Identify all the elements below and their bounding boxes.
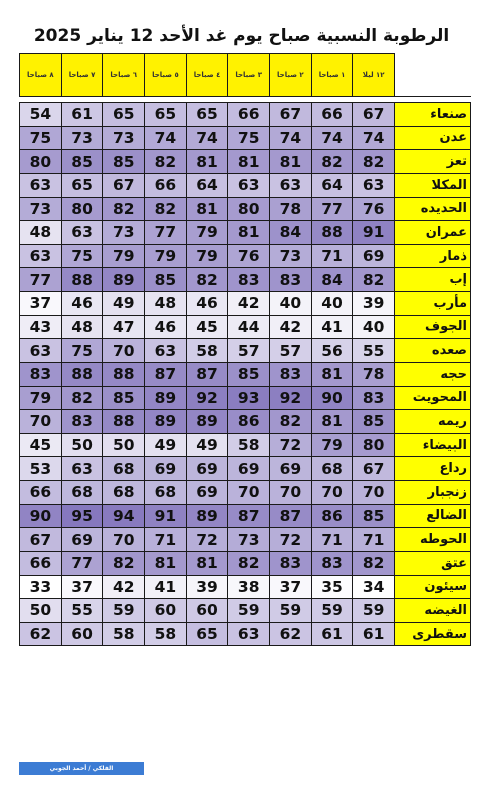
humidity-cell: 65 [61,173,103,197]
humidity-cell: 85 [353,504,395,528]
humidity-cell: 38 [228,575,270,599]
humidity-cell: 82 [145,150,187,174]
city-name: الغيضه [395,599,471,623]
table-row [20,410,471,434]
city-name: تعز [395,150,471,174]
humidity-cell: 40 [353,315,395,339]
humidity-cell: 82 [103,197,145,221]
humidity-cell: 92 [270,386,312,410]
humidity-cell: 46 [186,292,228,316]
humidity-cell: 77 [145,221,187,245]
humidity-cell: 88 [61,362,103,386]
humidity-cell: 77 [61,551,103,575]
humidity-cell: 80 [20,150,62,174]
humidity-cell: 70 [228,481,270,505]
humidity-cell: 85 [61,150,103,174]
humidity-cell: 54 [20,103,62,127]
humidity-table [19,53,471,646]
humidity-cell: 66 [228,103,270,127]
city-name: زنجبار [395,481,471,505]
humidity-cell: 64 [311,173,353,197]
humidity-cell: 34 [353,575,395,599]
humidity-cell: 95 [61,504,103,528]
humidity-cell: 75 [228,126,270,150]
humidity-cell: 89 [186,504,228,528]
humidity-cell: 80 [353,433,395,457]
humidity-cell: 75 [20,126,62,150]
humidity-cell: 77 [311,197,353,221]
humidity-cell: 89 [103,268,145,292]
table-row [20,551,471,575]
table-row [20,575,471,599]
humidity-cell: 61 [353,622,395,646]
humidity-cell: 79 [145,244,187,268]
hour-header: ٢ صباحا [270,54,312,97]
humidity-cell: 88 [61,268,103,292]
humidity-cell: 62 [20,622,62,646]
humidity-cell: 87 [145,362,187,386]
humidity-cell: 79 [186,221,228,245]
humidity-cell: 82 [311,150,353,174]
humidity-cell: 85 [353,410,395,434]
table-row [20,504,471,528]
table-row [20,315,471,339]
humidity-cell: 49 [145,433,187,457]
humidity-cell: 92 [186,386,228,410]
humidity-cell: 71 [311,528,353,552]
table-row [20,599,471,623]
table-row [20,221,471,245]
humidity-cell: 73 [270,244,312,268]
humidity-cell: 74 [145,126,187,150]
humidity-cell: 74 [353,126,395,150]
humidity-cell: 84 [311,268,353,292]
humidity-cell: 69 [186,481,228,505]
humidity-cell: 79 [20,386,62,410]
humidity-cell: 88 [103,410,145,434]
humidity-cell: 66 [311,103,353,127]
humidity-cell: 59 [311,599,353,623]
humidity-cell: 46 [145,315,187,339]
humidity-cell: 33 [20,575,62,599]
humidity-cell: 72 [270,433,312,457]
humidity-cell: 62 [270,622,312,646]
humidity-cell: 73 [61,126,103,150]
humidity-cell: 67 [353,457,395,481]
humidity-cell: 91 [145,504,187,528]
humidity-cell: 87 [228,504,270,528]
humidity-cell: 59 [228,599,270,623]
humidity-cell: 81 [311,410,353,434]
humidity-cell: 45 [186,315,228,339]
humidity-cell: 61 [61,103,103,127]
humidity-cell: 63 [353,173,395,197]
humidity-cell: 94 [103,504,145,528]
table-row [20,292,471,316]
city-name: سيئون [395,575,471,599]
humidity-cell: 87 [186,362,228,386]
humidity-cell: 85 [145,268,187,292]
humidity-cell: 49 [186,433,228,457]
table-row [20,150,471,174]
humidity-cell: 39 [186,575,228,599]
humidity-cell: 67 [20,528,62,552]
humidity-cell: 63 [61,221,103,245]
humidity-cell: 37 [270,575,312,599]
city-name: الحوطه [395,528,471,552]
humidity-cell: 83 [353,386,395,410]
city-name: عمران [395,221,471,245]
city-name: إب [395,268,471,292]
humidity-cell: 57 [270,339,312,363]
city-name: صنعاء [395,103,471,127]
humidity-cell: 55 [61,599,103,623]
humidity-cell: 81 [228,221,270,245]
humidity-cell: 49 [103,292,145,316]
humidity-cell: 69 [186,457,228,481]
humidity-cell: 68 [103,457,145,481]
humidity-cell: 81 [186,551,228,575]
humidity-cell: 66 [20,481,62,505]
humidity-cell: 83 [270,551,312,575]
table-row [20,622,471,646]
humidity-cell: 83 [228,268,270,292]
humidity-cell: 83 [270,268,312,292]
humidity-cell: 42 [103,575,145,599]
city-name: ريمه [395,410,471,434]
humidity-cell: 81 [186,197,228,221]
table-row [20,103,471,127]
humidity-cell: 53 [20,457,62,481]
hour-header: ١٢ ليلا [353,54,395,97]
humidity-cell: 90 [311,386,353,410]
humidity-cell: 86 [311,504,353,528]
humidity-cell: 74 [270,126,312,150]
humidity-cell: 63 [145,339,187,363]
humidity-cell: 40 [270,292,312,316]
humidity-table-body [20,103,471,646]
city-name: مأرب [395,292,471,316]
humidity-cell: 82 [353,268,395,292]
humidity-cell: 85 [228,362,270,386]
humidity-cell: 85 [103,386,145,410]
humidity-cell: 93 [228,386,270,410]
humidity-cell: 85 [103,150,145,174]
humidity-cell: 83 [61,410,103,434]
humidity-cell: 82 [61,386,103,410]
table-row [20,268,471,292]
city-name: الضالع [395,504,471,528]
humidity-cell: 78 [270,197,312,221]
humidity-cell: 70 [270,481,312,505]
city-name: المكلا [395,173,471,197]
humidity-cell: 68 [103,481,145,505]
humidity-cell: 60 [61,622,103,646]
humidity-cell: 79 [103,244,145,268]
humidity-cell: 70 [103,339,145,363]
humidity-cell: 80 [228,197,270,221]
humidity-cell: 55 [353,339,395,363]
humidity-cell: 81 [270,150,312,174]
humidity-cell: 87 [270,504,312,528]
humidity-cell: 81 [228,150,270,174]
humidity-cell: 77 [20,268,62,292]
city-name: عدن [395,126,471,150]
humidity-cell: 66 [145,173,187,197]
table-row [20,244,471,268]
humidity-cell: 70 [20,410,62,434]
hour-header-row [20,54,471,97]
humidity-cell: 69 [145,457,187,481]
humidity-cell: 39 [353,292,395,316]
humidity-cell: 37 [61,575,103,599]
humidity-cell: 75 [61,244,103,268]
humidity-cell: 59 [103,599,145,623]
humidity-cell: 81 [145,551,187,575]
humidity-cell: 82 [186,268,228,292]
humidity-cell: 63 [270,173,312,197]
humidity-cell: 89 [145,410,187,434]
humidity-cell: 60 [186,599,228,623]
hour-header: ٤ صباحا [186,54,228,97]
humidity-cell: 46 [61,292,103,316]
humidity-cell: 50 [61,433,103,457]
humidity-cell: 68 [311,457,353,481]
humidity-cell: 73 [228,528,270,552]
humidity-cell: 73 [103,126,145,150]
humidity-cell: 79 [311,433,353,457]
hour-header: ٣ صباحا [228,54,270,97]
city-name: حجه [395,362,471,386]
humidity-cell: 48 [145,292,187,316]
humidity-cell: 82 [228,551,270,575]
humidity-cell: 69 [270,457,312,481]
table-row [20,433,471,457]
humidity-cell: 82 [353,551,395,575]
city-name: الحديده [395,197,471,221]
humidity-cell: 84 [270,221,312,245]
humidity-cell: 89 [186,410,228,434]
humidity-cell: 41 [145,575,187,599]
table-row [20,457,471,481]
humidity-cell: 90 [20,504,62,528]
humidity-cell: 88 [103,362,145,386]
humidity-cell: 71 [145,528,187,552]
humidity-cell: 59 [353,599,395,623]
humidity-cell: 82 [353,150,395,174]
humidity-cell: 73 [20,197,62,221]
humidity-cell: 65 [103,103,145,127]
hour-header: ٥ صباحا [145,54,187,97]
humidity-cell: 82 [270,410,312,434]
city-name: رداع [395,457,471,481]
humidity-cell: 86 [228,410,270,434]
humidity-cell: 76 [228,244,270,268]
table-row [20,126,471,150]
humidity-cell: 63 [20,339,62,363]
hour-header: ١ صباحا [311,54,353,97]
humidity-cell: 74 [311,126,353,150]
humidity-cell: 58 [186,339,228,363]
humidity-cell: 79 [186,244,228,268]
humidity-cell: 63 [228,173,270,197]
humidity-cell: 74 [186,126,228,150]
humidity-cell: 88 [311,221,353,245]
humidity-cell: 37 [20,292,62,316]
city-name: البيضاء [395,433,471,457]
humidity-cell: 59 [270,599,312,623]
humidity-cell: 63 [61,457,103,481]
humidity-cell: 69 [353,244,395,268]
humidity-cell: 67 [270,103,312,127]
humidity-cell: 78 [353,362,395,386]
humidity-cell: 91 [353,221,395,245]
humidity-cell: 48 [20,221,62,245]
humidity-cell: 68 [145,481,187,505]
humidity-cell: 63 [20,244,62,268]
humidity-cell: 76 [353,197,395,221]
humidity-cell: 67 [103,173,145,197]
city-name: صعده [395,339,471,363]
humidity-cell: 68 [61,481,103,505]
hour-header: ٦ صباحا [103,54,145,97]
humidity-cell: 40 [311,292,353,316]
humidity-cell: 50 [103,433,145,457]
table-row [20,362,471,386]
humidity-cell: 75 [61,339,103,363]
humidity-cell: 69 [228,457,270,481]
humidity-cell: 63 [20,173,62,197]
table-row [20,481,471,505]
humidity-cell: 56 [311,339,353,363]
humidity-cell: 42 [228,292,270,316]
humidity-cell: 81 [311,362,353,386]
humidity-cell: 70 [103,528,145,552]
humidity-cell: 83 [270,362,312,386]
humidity-cell: 58 [145,622,187,646]
hour-header: ٧ صباحا [61,54,103,97]
humidity-cell: 72 [186,528,228,552]
humidity-cell: 66 [20,551,62,575]
humidity-cell: 58 [228,433,270,457]
humidity-cell: 89 [145,386,187,410]
city-name: ذمار [395,244,471,268]
table-row [20,386,471,410]
humidity-cell: 81 [186,150,228,174]
table-row [20,197,471,221]
humidity-cell: 48 [61,315,103,339]
humidity-cell: 70 [311,481,353,505]
table-row [20,528,471,552]
humidity-cell: 61 [311,622,353,646]
humidity-cell: 42 [270,315,312,339]
humidity-cell: 41 [311,315,353,339]
page-title: الرطوبة النسبية صباح يوم غد الأحد 12 يناير 2025 [33,26,450,46]
humidity-cell: 65 [186,622,228,646]
humidity-cell: 71 [311,244,353,268]
humidity-cell: 72 [270,528,312,552]
humidity-cell: 35 [311,575,353,599]
humidity-cell: 47 [103,315,145,339]
humidity-cell: 60 [145,599,187,623]
table-row [20,173,471,197]
humidity-cell: 73 [103,221,145,245]
humidity-cell: 65 [186,103,228,127]
hour-header: ٨ صباحا [20,54,62,97]
humidity-cell: 57 [228,339,270,363]
humidity-cell: 43 [20,315,62,339]
humidity-cell: 69 [61,528,103,552]
city-name: عتق [395,551,471,575]
humidity-cell: 44 [228,315,270,339]
table-row [20,339,471,363]
humidity-cell: 63 [228,622,270,646]
corner-cell [395,54,471,97]
humidity-cell: 83 [311,551,353,575]
humidity-cell: 65 [145,103,187,127]
author-credit: الفلكي / أحمد الجوبي [19,762,144,775]
humidity-cell: 58 [103,622,145,646]
city-name: المحويت [395,386,471,410]
humidity-cell: 50 [20,599,62,623]
humidity-cell: 45 [20,433,62,457]
humidity-cell: 71 [353,528,395,552]
city-name: سقطرى [395,622,471,646]
humidity-cell: 64 [186,173,228,197]
humidity-cell: 83 [20,362,62,386]
humidity-cell: 80 [61,197,103,221]
city-name: الجوف [395,315,471,339]
humidity-cell: 82 [145,197,187,221]
humidity-cell: 70 [353,481,395,505]
humidity-cell: 67 [353,103,395,127]
humidity-cell: 82 [103,551,145,575]
